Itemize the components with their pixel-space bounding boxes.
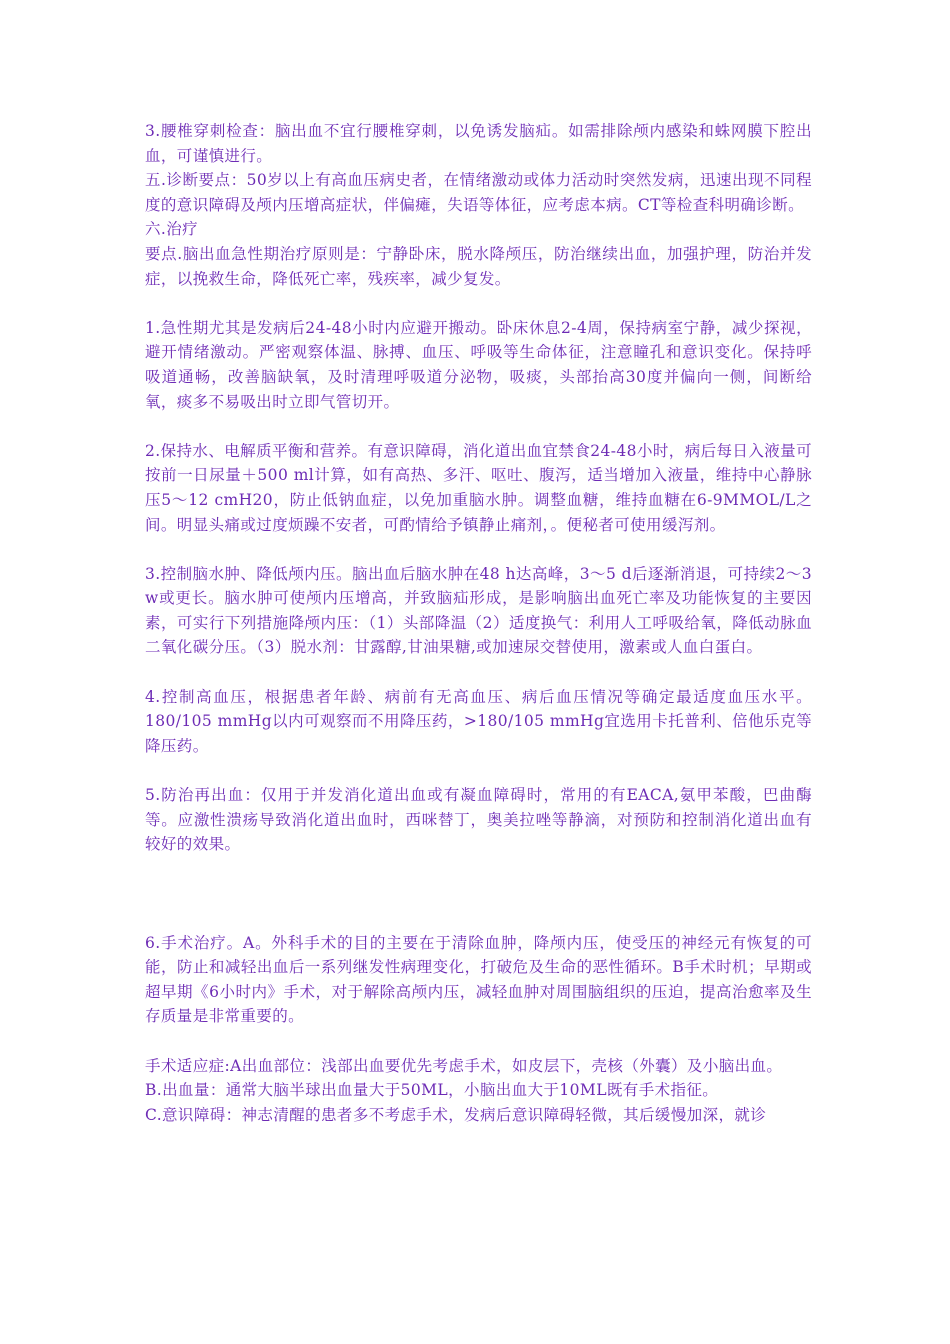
document-body: [145, 119, 812, 1127]
paragraph-brain-edema: 3.控制脑水肿、降低颅内压。脑出血后脑水肿在48 h达高峰，3～5 d后逐渐消退，可持续2～3 w或更长。脑水肿可使颅内压增高，并致脑疝形成，是影响脑出血死亡率及功能恢复的主要因素，可实行下列措施降颅内压：（1）头部降温（2）适度换气：利用人工呼吸给氧，降低动脉血二氧化碳分压。（3）脱水剂：甘露醇,甘油果糖,或加速尿交替使用，激素或人血白蛋白。: [145, 564, 812, 657]
paragraph-spacer: [145, 414, 812, 439]
paragraph-indication-site: 手术适应症:A出血部位：浅部出血要优先考虑手术，如皮层下，壳核（外囊）及小脑出血。: [145, 1056, 783, 1075]
paragraph-spacer: [145, 291, 812, 316]
paragraph-acute-phase: 1.急性期尤其是发病后24-48小时内应避开搬动。卧床休息2-4周，保持病室宁静，减少探视，避开情绪激动。严密观察体温、脉搏、血压、呼吸等生命体征，注意瞳孔和意识变化。保持呼吸道通畅，改善脑缺氧，及时清理呼吸道分泌物，吸痰，头部抬高30度并偏向一侧，间断给氧，痰多不易吸出时立即气管切开。: [145, 318, 812, 411]
paragraph-fluid-balance: 2.保持水、电解质平衡和营养。有意识障碍，消化道出血宜禁食24-48小时，病后每日入液量可按前一日尿量＋500 ml计算，如有高热、多汗、呕吐、腹泻，适当增加入液量，维持中心静脉压5～12 cmH20，防止低钠血症，以免加重脑水肿。调整血糖，维持血糖在6-9MMOL/L之间。明显头痛或过度烦躁不安者，可酌情给予镇静止痛剂，。便秘者可使用缓泻剂。: [145, 441, 812, 534]
paragraph-spacer: [145, 660, 812, 685]
paragraph-blood-pressure: 4.控制高血压，根据患者年龄、病前有无高血压、病后血压情况等确定最适度血压水平。180/105 mmHg以内可观察而不用降压药，>180/105 mmHg宜选用卡托普利、倍他乐克等降压药。: [145, 687, 812, 755]
paragraph-spacer: [145, 857, 812, 931]
paragraph-surgery: 6.手术治疗。A。外科手术的目的主要在于清除血肿，降颅内压，使受压的神经元有恢复的可能，防止和减轻出血后一系列继发性病理变化，打破危及生命的恶性循环。B手术时机；早期或超早期《6小时内》手术，对于解除高颅内压，减轻血肿对周围脑组织的压迫，提高治愈率及生存质量是非常重要的。: [145, 933, 812, 1026]
paragraph-diagnosis-points: 五.诊断要点：50岁以上有高血压病史者，在情绪激动或体力活动时突然发病，迅速出现不同程度的意识障碍及颅内压增高症状，伴偏瘫，失语等体征，应考虑本病。CT等检查科明确诊断。: [145, 171, 812, 214]
paragraph-indication-volume: B.出血量：通常大脑半球出血量大于50ML，小脑出血大于10ML既有手术指征。: [145, 1081, 719, 1100]
paragraph-spacer: [145, 537, 812, 562]
heading-treatment: 六.治疗: [145, 220, 199, 239]
paragraph-treatment-principles: 要点.脑出血急性期治疗原则是：宁静卧床，脱水降颅压，防治继续出血，加强护理，防治并发症，以挽救生命，降低死亡率，残疾率，减少复发。: [145, 244, 812, 288]
paragraph-rebleeding: 5.防治再出血：仅用于并发消化道出血或有凝血障碍时，常用的有EACA,氨甲苯酸，巴曲酶等。应激性溃疡导致消化道出血时，西咪替丁，奥美拉唑等静滴，对预防和控制消化道出血有较好的效果。: [145, 786, 812, 854]
paragraph-lumbar-puncture: 3.腰椎穿刺检查：脑出血不宜行腰椎穿刺，以免诱发脑疝。如需排除颅内感染和蛛网膜下腔出血，可谨慎进行。: [145, 122, 812, 165]
paragraph-spacer: [145, 1029, 812, 1054]
paragraph-spacer: [145, 758, 812, 783]
paragraph-indication-consciousness: C.意识障碍：神志清醒的患者多不考虑手术，发病后意识障碍轻微，其后缓慢加深，就诊: [145, 1105, 767, 1124]
